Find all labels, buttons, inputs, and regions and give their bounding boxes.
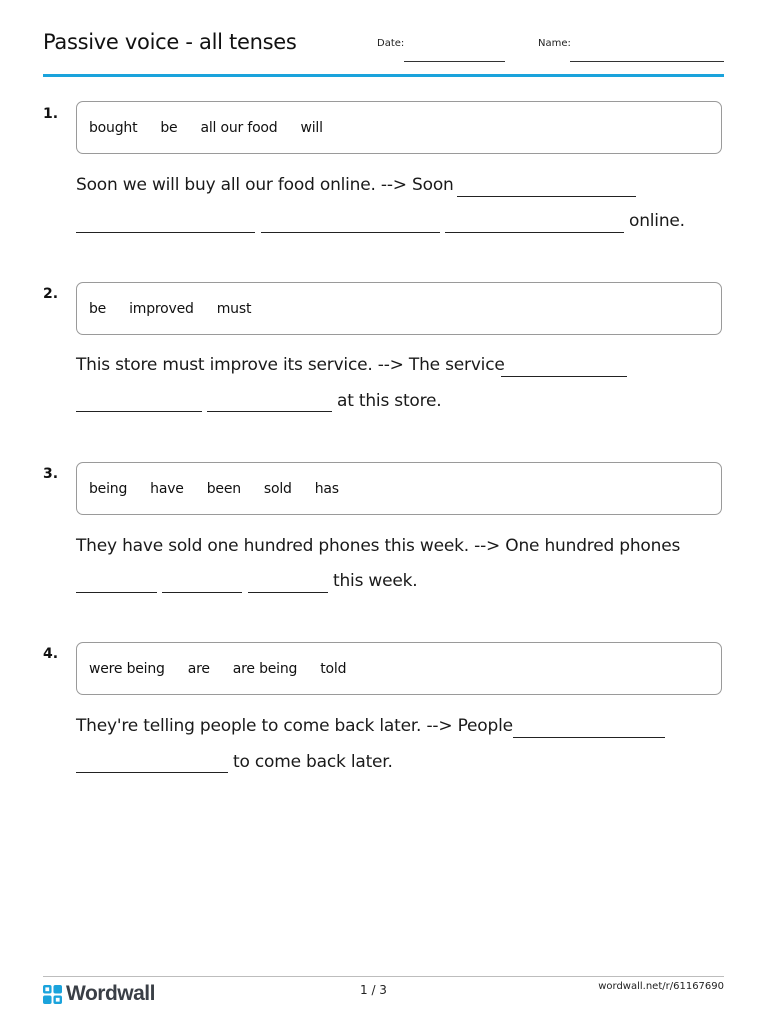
answer-blank[interactable] [76,772,228,773]
word-bank-item[interactable]: all our food [200,119,278,136]
word-bank-item[interactable]: were being [89,660,165,677]
answer-blank[interactable] [207,411,332,412]
answer-blank[interactable] [513,737,665,738]
question-number: 1. [43,106,59,122]
page-title: Passive voice - all tenses [43,30,297,54]
answer-blank[interactable] [76,411,202,412]
word-bank-item[interactable]: are being [232,660,298,677]
logo-text: Wordwall [66,982,155,1005]
word-bank-item[interactable]: has [314,480,339,497]
word-bank-item[interactable]: told [320,660,347,677]
word-bank [76,642,722,695]
answer-blank[interactable] [445,232,624,233]
answer-blank[interactable] [76,232,255,233]
wordwall-logo [43,982,155,1006]
sentence-tail: this week. [333,571,418,591]
word-bank-item[interactable]: will [300,119,323,136]
sentence-tail: to come back later. [233,752,393,772]
date-field[interactable] [404,61,505,62]
answer-blank[interactable] [248,592,328,593]
word-bank-item[interactable]: be [160,119,178,136]
answer-blank[interactable] [261,232,440,233]
word-bank-item[interactable]: improved [129,300,194,317]
word-bank-item[interactable]: are [187,660,210,677]
word-bank [76,282,722,335]
date-label: Date: [377,38,405,49]
header-divider [43,74,724,77]
word-bank-item[interactable]: be [89,300,107,317]
answer-blank[interactable] [501,376,627,377]
word-bank-item[interactable]: sold [263,480,292,497]
answer-blank[interactable] [76,592,157,593]
question-number: 2. [43,286,59,302]
word-bank-item[interactable]: must [216,300,252,317]
word-bank-item[interactable]: being [89,480,128,497]
sentence-tail: at this store. [337,391,442,411]
question-sentence: They have sold one hundred phones this week. --> One hundred phones [76,536,681,556]
question-number: 3. [43,466,59,482]
footer-divider [43,976,724,977]
question-sentence: Soon we will buy all our food online. --> Soon [76,175,454,195]
word-bank [76,462,722,515]
footer-url[interactable]: wordwall.net/r/61167690 [598,981,724,992]
question-sentence: They're telling people to come back later. --> People [76,716,513,736]
name-field[interactable] [570,61,724,62]
word-bank-item[interactable]: been [206,480,241,497]
question-number: 4. [43,646,59,662]
word-bank [76,101,722,154]
sentence-tail: online. [629,211,685,231]
word-bank-item[interactable]: bought [89,119,138,136]
wordwall-logo-icon [43,985,62,1004]
question-sentence: This store must improve its service. --> The service [76,355,505,375]
answer-blank[interactable] [162,592,242,593]
answer-blank[interactable] [457,196,636,197]
page-number: 1 / 3 [360,983,387,997]
name-label: Name: [538,38,571,49]
word-bank-item[interactable]: have [150,480,184,497]
